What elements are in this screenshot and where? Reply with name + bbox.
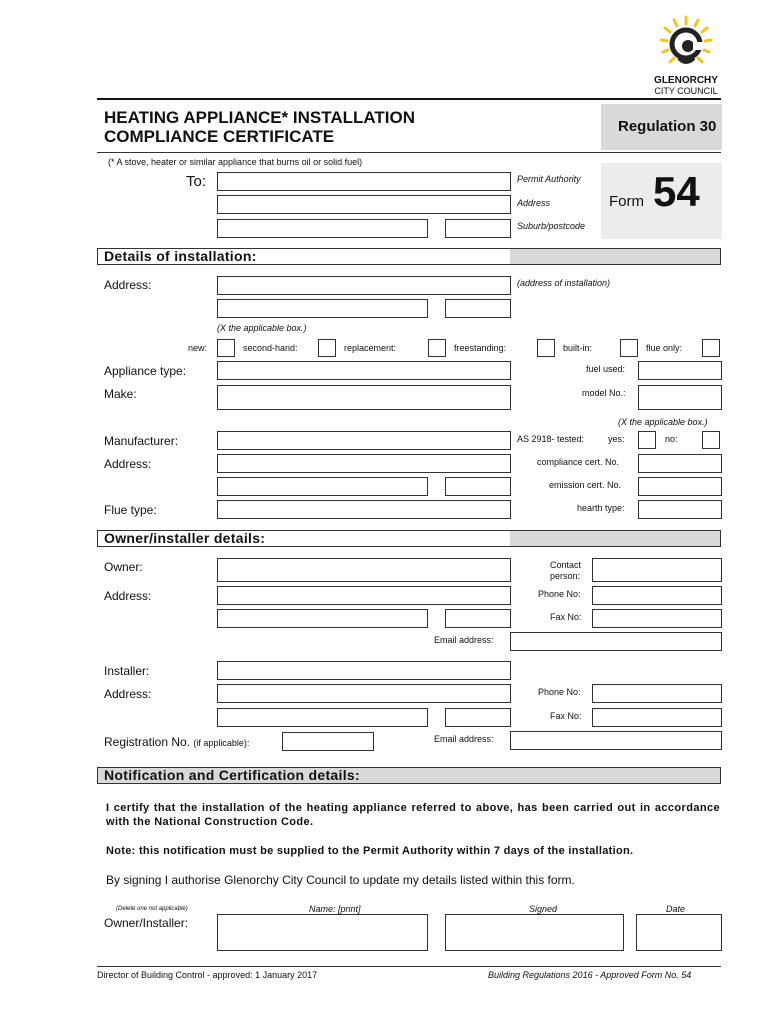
registration-label bbox=[104, 735, 249, 749]
model-no-field[interactable] bbox=[638, 385, 722, 410]
contact-person-field[interactable] bbox=[592, 558, 722, 582]
appliance-type-label: Appliance type: bbox=[104, 364, 187, 378]
owner-phone-label: Phone No: bbox=[538, 589, 581, 599]
option-second-hand-label: second-hand: bbox=[243, 343, 298, 353]
x-box-note-2: (X the applicable box.) bbox=[618, 417, 708, 427]
form-number: 54 bbox=[653, 168, 700, 215]
installation-address-field[interactable] bbox=[217, 276, 511, 295]
flue-type-field[interactable] bbox=[217, 500, 511, 519]
owner-installer-heading-bar bbox=[97, 530, 721, 547]
owner-installer-label: Owner/Installer: bbox=[104, 916, 189, 930]
installation-suburb-field[interactable] bbox=[217, 299, 428, 318]
owner-email-label: Email address: bbox=[434, 635, 494, 645]
yes-label: yes: bbox=[608, 434, 625, 444]
delete-note: (Delete one not applicable) bbox=[116, 906, 188, 912]
option-built-in-label: built-in: bbox=[563, 343, 593, 353]
x-box-note: (X the applicable box.) bbox=[217, 323, 307, 333]
make-label: Make: bbox=[104, 387, 137, 401]
hearth-type-label: hearth type: bbox=[577, 503, 625, 513]
installation-address-label: Address: bbox=[104, 278, 152, 292]
appliance-type-field[interactable] bbox=[217, 361, 511, 380]
model-no-label: model No.: bbox=[582, 388, 626, 398]
option-second-hand-checkbox[interactable] bbox=[318, 339, 336, 357]
owner-postcode-field[interactable] bbox=[445, 609, 511, 628]
hearth-type-field[interactable] bbox=[638, 500, 722, 519]
manufacturer-postcode-field[interactable] bbox=[445, 477, 511, 496]
certification-heading-bar bbox=[97, 767, 721, 784]
authorise-statement: By signing I authorise Glenorchy City Council to update my details listed within this form. bbox=[106, 873, 575, 887]
installation-heading-bar bbox=[97, 248, 721, 265]
option-replacement-label: replacement: bbox=[344, 343, 397, 353]
owner-email-field[interactable] bbox=[510, 632, 722, 651]
installer-email-field[interactable] bbox=[510, 731, 722, 750]
installation-heading: Details of installation: bbox=[104, 248, 257, 264]
installer-phone-field[interactable] bbox=[592, 684, 722, 703]
contact-person-label-1: Contact bbox=[550, 560, 582, 570]
signature-field[interactable] bbox=[445, 914, 624, 951]
name-print-field[interactable] bbox=[217, 914, 428, 951]
owner-fax-label: Fax No: bbox=[550, 612, 582, 622]
as2918-label: AS 2918- tested: bbox=[517, 434, 585, 444]
option-replacement-checkbox[interactable] bbox=[428, 339, 446, 357]
to-suburb-field[interactable] bbox=[217, 219, 428, 238]
installer-phone-label: Phone No: bbox=[538, 687, 581, 697]
fuel-used-label: fuel used: bbox=[586, 364, 626, 374]
header-rule-2 bbox=[97, 152, 721, 153]
owner-address-label: Address: bbox=[104, 589, 152, 603]
sun-logo-icon bbox=[646, 14, 726, 76]
as2918-yes-checkbox[interactable] bbox=[638, 431, 656, 449]
installer-postcode-field[interactable] bbox=[445, 708, 511, 727]
permit-authority-label: Permit Authority bbox=[517, 174, 581, 184]
footer-right: Building Regulations 2016 - Approved Form No. 54 bbox=[488, 970, 692, 980]
fuel-used-field[interactable] bbox=[638, 361, 722, 380]
make-field[interactable] bbox=[217, 385, 511, 410]
footnote: (* A stove, heater or similar appliance that burns oil or solid fuel) bbox=[108, 157, 363, 167]
installer-field[interactable] bbox=[217, 661, 511, 680]
certify-statement: I certify that the installation of the heating appliance referred to above, has been carried out in accordance with the National Construction Code. bbox=[106, 802, 720, 828]
owner-installer-heading: Owner/installer details: bbox=[104, 530, 266, 546]
no-label: no: bbox=[665, 434, 678, 444]
owner-field[interactable] bbox=[217, 558, 511, 582]
manufacturer-address-field[interactable] bbox=[217, 454, 511, 473]
to-name-field[interactable] bbox=[217, 172, 511, 191]
footer-left: Director of Building Control - approved: 1 January 2017 bbox=[97, 970, 318, 980]
owner-fax-field[interactable] bbox=[592, 609, 722, 628]
registration-field[interactable] bbox=[282, 732, 374, 751]
form-word: Form bbox=[609, 193, 644, 210]
council-name-line2: CITY COUNCIL bbox=[654, 86, 718, 96]
regulation-box bbox=[601, 104, 722, 150]
owner-label: Owner: bbox=[104, 560, 143, 574]
emission-cert-label: emission cert. No. bbox=[549, 480, 622, 490]
registration-text: Registration No. bbox=[104, 735, 191, 749]
footer-rule bbox=[97, 966, 721, 967]
installer-fax-field[interactable] bbox=[592, 708, 722, 727]
owner-phone-field[interactable] bbox=[592, 586, 722, 605]
council-name-line1: GLENORCHY bbox=[654, 75, 718, 86]
signed-label: Signed bbox=[529, 904, 558, 914]
option-flue-only-checkbox[interactable] bbox=[702, 339, 720, 357]
to-address-field[interactable] bbox=[217, 195, 511, 214]
installation-postcode-field[interactable] bbox=[445, 299, 511, 318]
header-rule bbox=[97, 98, 721, 100]
form-title-line1: HEATING APPLIANCE* INSTALLATION bbox=[104, 108, 416, 127]
installer-suburb-field[interactable] bbox=[217, 708, 428, 727]
installer-email-label: Email address: bbox=[434, 734, 494, 744]
address-label-to: Address bbox=[517, 198, 551, 208]
compliance-cert-field[interactable] bbox=[638, 454, 722, 473]
contact-person-label-2: person: bbox=[550, 571, 581, 581]
suburb-postcode-label: Suburb/postcode bbox=[517, 221, 586, 231]
manufacturer-suburb-field[interactable] bbox=[217, 477, 428, 496]
council-logo bbox=[646, 14, 726, 96]
owner-address-field[interactable] bbox=[217, 586, 511, 605]
manufacturer-label: Manufacturer: bbox=[104, 434, 179, 448]
to-label: To: bbox=[186, 173, 207, 190]
registration-note: (if applicable): bbox=[193, 738, 250, 748]
installation-address-note: (address of installation) bbox=[517, 278, 611, 288]
date-label: Date bbox=[666, 904, 686, 914]
form-number-box bbox=[601, 163, 722, 239]
owner-suburb-field[interactable] bbox=[217, 609, 428, 628]
name-print-label: Name: [print] bbox=[309, 904, 361, 914]
compliance-cert-label: compliance cert. No. bbox=[537, 457, 620, 467]
option-freestanding-checkbox[interactable] bbox=[537, 339, 555, 357]
emission-cert-field[interactable] bbox=[638, 477, 722, 496]
option-new-label: new: bbox=[188, 343, 208, 353]
manufacturer-address-label: Address: bbox=[104, 457, 152, 471]
option-new-checkbox[interactable] bbox=[217, 339, 235, 357]
option-freestanding-label: freestanding: bbox=[454, 343, 507, 353]
option-flue-only-label: flue only: bbox=[646, 343, 683, 353]
installer-address-field[interactable] bbox=[217, 684, 511, 703]
certification-heading: Notification and Certification details: bbox=[104, 767, 360, 783]
installer-fax-label: Fax No: bbox=[550, 711, 582, 721]
installer-label: Installer: bbox=[104, 664, 150, 678]
flue-type-label: Flue type: bbox=[104, 503, 157, 517]
notification-note: Note: this notification must be supplied to the Permit Authority within 7 days of the installation. bbox=[106, 845, 634, 857]
to-postcode-field[interactable] bbox=[445, 219, 511, 238]
manufacturer-field[interactable] bbox=[217, 431, 511, 450]
installer-address-label: Address: bbox=[104, 687, 152, 701]
date-field[interactable] bbox=[636, 914, 722, 951]
regulation-label: Regulation 30 bbox=[618, 118, 717, 135]
form-title-line2: COMPLIANCE CERTIFICATE bbox=[104, 127, 335, 146]
as2918-no-checkbox[interactable] bbox=[702, 431, 720, 449]
option-built-in-checkbox[interactable] bbox=[620, 339, 638, 357]
